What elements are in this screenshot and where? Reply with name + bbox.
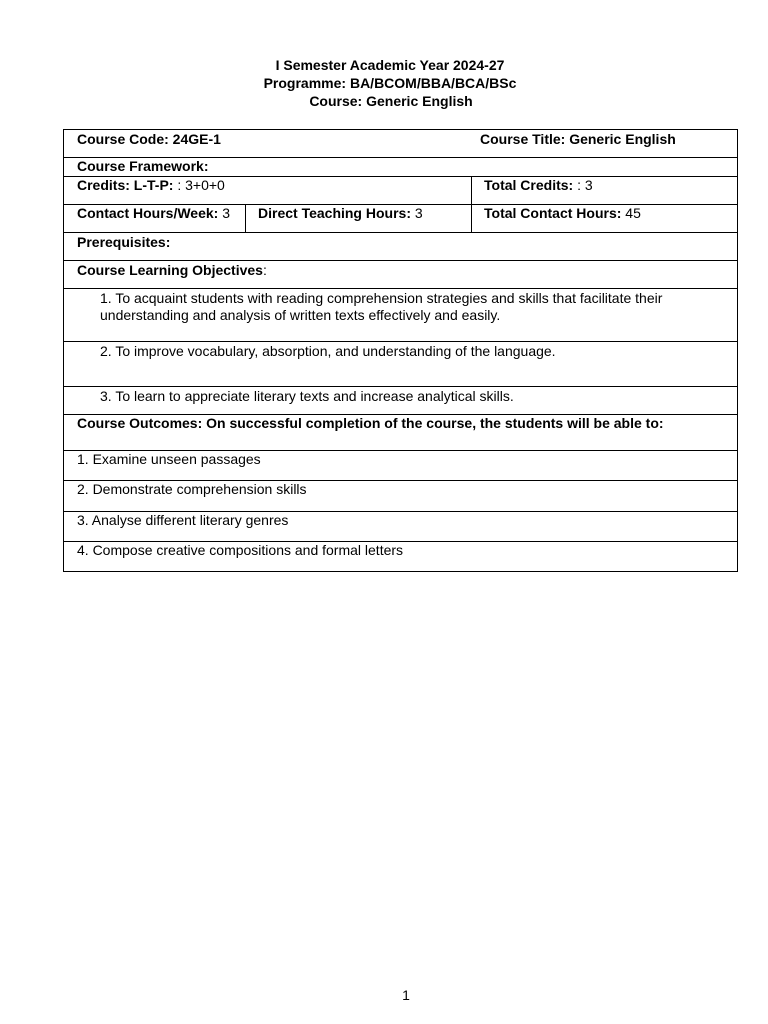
- column-divider: [471, 177, 472, 204]
- column-divider: [245, 205, 246, 232]
- course-title: Course Title: Generic English: [480, 131, 676, 147]
- outcome-text: 3. Analyse different literary genres: [77, 512, 289, 528]
- column-divider: [471, 205, 472, 232]
- contact-hours-value: 3: [218, 205, 231, 221]
- course-code-row: [64, 130, 737, 158]
- contact-hours-label: Contact Hours/Week:: [77, 205, 219, 221]
- total-credits-value: : 3: [573, 177, 593, 193]
- objective-row: [64, 387, 737, 415]
- objective-row: [64, 342, 737, 387]
- outcome-row: [64, 451, 737, 481]
- credits-row: [64, 177, 737, 205]
- objectives-header: [77, 262, 267, 278]
- objectives-colon: :: [262, 262, 267, 278]
- objective-text: 1. To acquaint students with reading comprehension strategies and skills that facilitate their understanding and analysis of written texts effectively and easily.: [100, 290, 663, 323]
- semester-line: I Semester Academic Year 2024-27: [275, 57, 505, 73]
- programme-line: Programme: BA/BCOM/BBA/BCA/BSc: [263, 75, 517, 91]
- outcome-text: 4. Compose creative compositions and formal letters: [77, 542, 404, 558]
- prerequisites-row: [64, 233, 737, 261]
- total-credits-label: Total Credits:: [484, 177, 574, 193]
- direct-teaching-value: 3: [411, 205, 423, 221]
- course-framework-row: [64, 158, 737, 177]
- direct-teaching-cell: [258, 205, 423, 221]
- total-contact-value: 45: [621, 205, 641, 221]
- outcomes-label: Course Outcomes: On successful completion of the course, the students will be able to:: [77, 415, 664, 431]
- total-contact-cell: [484, 205, 641, 221]
- total-contact-label: Total Contact Hours:: [484, 205, 622, 221]
- outcome-row: [64, 542, 737, 571]
- objectives-header-row: [64, 261, 737, 289]
- objectives-label: Course Learning Objectives: [77, 262, 263, 278]
- objective-row: [64, 289, 737, 342]
- outcome-text: 2. Demonstrate comprehension skills: [77, 481, 307, 497]
- prerequisites-label: Prerequisites:: [77, 234, 171, 250]
- contact-hours-cell: [77, 205, 230, 221]
- document-header: [0, 56, 768, 110]
- course-line: Course: Generic English: [309, 93, 473, 109]
- course-table: [63, 129, 738, 572]
- outcomes-header-row: [64, 415, 737, 451]
- credits-cell: [77, 177, 225, 193]
- course-framework-label: Course Framework:: [77, 158, 209, 174]
- credits-label: Credits: L-T-P:: [77, 177, 174, 193]
- outcome-row: [64, 481, 737, 512]
- objective-text: 3. To learn to appreciate literary texts and increase analytical skills.: [100, 388, 514, 404]
- objective-text: 2. To improve vocabulary, absorption, and understanding of the language.: [100, 343, 556, 359]
- credits-value: : 3+0+0: [173, 177, 225, 193]
- outcome-text: 1. Examine unseen passages: [77, 451, 261, 467]
- hours-row: [64, 205, 737, 233]
- direct-teaching-label: Direct Teaching Hours:: [258, 205, 411, 221]
- page-number: 1: [402, 987, 410, 1003]
- total-credits-cell: [484, 177, 593, 193]
- outcome-row: [64, 512, 737, 542]
- course-code: Course Code: 24GE-1: [77, 131, 221, 147]
